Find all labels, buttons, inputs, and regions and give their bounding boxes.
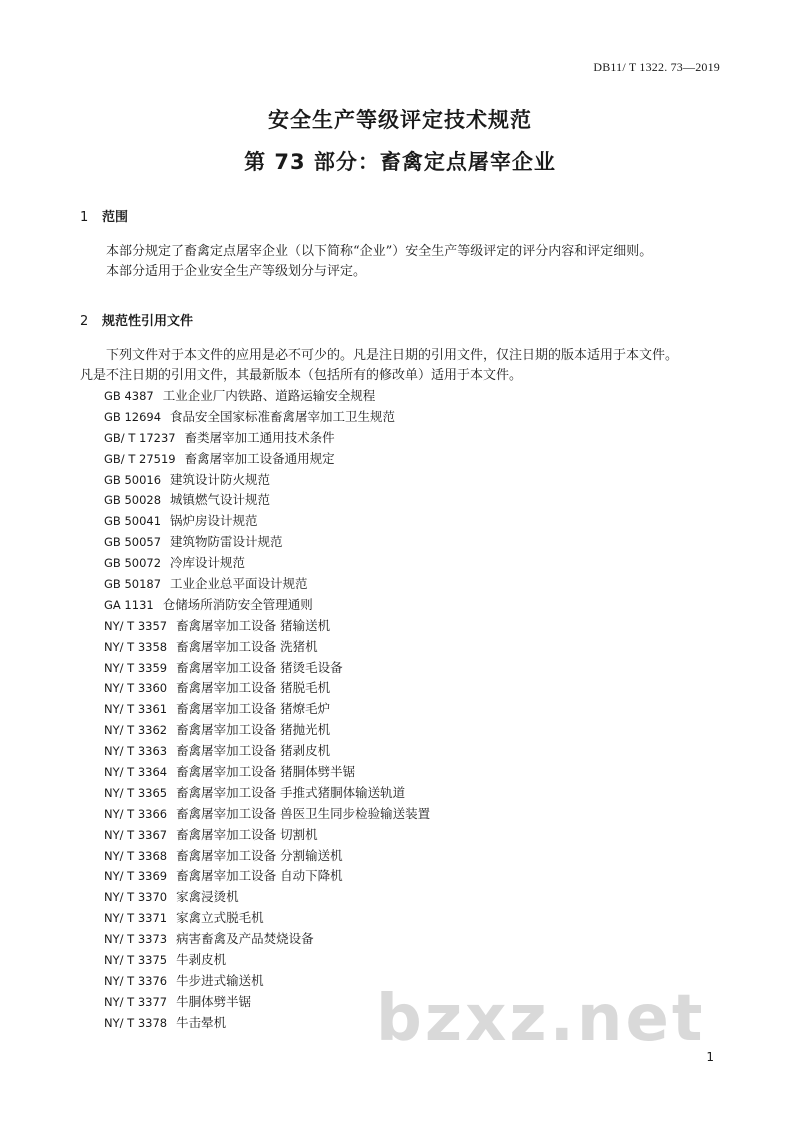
reference-code: NY/ T 3361 bbox=[104, 702, 168, 717]
reference-code: NY/ T 3370 bbox=[104, 890, 168, 905]
reference-title: 建筑设计防火规范 bbox=[170, 471, 271, 487]
reference-code: NY/ T 3359 bbox=[104, 660, 168, 675]
reference-title: 畜禽屠宰加工设备 自动下降机 bbox=[176, 868, 343, 884]
reference-code: NY/ T 3378 bbox=[104, 1015, 168, 1030]
reference-item bbox=[104, 386, 430, 407]
watermark: bzxz.net bbox=[376, 982, 706, 1056]
reference-item bbox=[104, 428, 430, 449]
reference-code: NY/ T 3371 bbox=[104, 911, 168, 926]
reference-item bbox=[104, 908, 430, 929]
reference-item bbox=[104, 532, 430, 553]
reference-code: GB 12694 bbox=[104, 409, 162, 424]
reference-title: 畜禽屠宰加工设备 洗猪机 bbox=[176, 638, 318, 654]
reference-item bbox=[104, 449, 430, 470]
reference-code: GB 50187 bbox=[104, 577, 162, 592]
reference-title: 畜禽屠宰加工设备 手推式猪胴体输送轨道 bbox=[176, 784, 406, 800]
reference-code: NY/ T 3369 bbox=[104, 869, 168, 884]
reference-title: 仓储场所消防安全管理通则 bbox=[162, 596, 313, 612]
reference-title: 冷库设计规范 bbox=[170, 555, 246, 571]
scope-paragraph-1: 本部分规定了畜禽定点屠宰企业（以下简称“企业”）安全生产等级评定的评分内容和评定细则。 bbox=[106, 244, 653, 259]
references-intro-line-1: 下列文件对于本文件的应用是必不可少的。凡是注日期的引用文件，仅注日期的版本适用于本文件。 bbox=[106, 348, 679, 363]
reference-code: NY/ T 3360 bbox=[104, 681, 168, 696]
reference-code: NY/ T 3377 bbox=[104, 994, 168, 1009]
section-2-heading bbox=[80, 310, 193, 329]
reference-item bbox=[104, 490, 430, 511]
reference-item bbox=[104, 720, 430, 741]
reference-code: NY/ T 3373 bbox=[104, 932, 168, 947]
reference-item bbox=[104, 762, 430, 783]
reference-code: NY/ T 3376 bbox=[104, 973, 168, 988]
reference-item bbox=[104, 804, 430, 825]
reference-item bbox=[104, 574, 430, 595]
reference-title: 畜禽屠宰加工设备通用规定 bbox=[184, 450, 335, 466]
reference-code: NY/ T 3363 bbox=[104, 744, 168, 759]
reference-code: GB/ T 17237 bbox=[104, 430, 176, 445]
reference-code: NY/ T 3368 bbox=[104, 848, 168, 863]
reference-item bbox=[104, 887, 430, 908]
reference-title: 畜禽屠宰加工设备 猪输送机 bbox=[176, 617, 331, 633]
reference-item bbox=[104, 678, 430, 699]
reference-code: GB/ T 27519 bbox=[104, 451, 176, 466]
reference-item bbox=[104, 866, 430, 887]
reference-code: GB 50028 bbox=[104, 493, 162, 508]
reference-list bbox=[104, 386, 430, 1034]
reference-item bbox=[104, 616, 430, 637]
reference-code: GA 1131 bbox=[104, 597, 154, 612]
reference-item bbox=[104, 950, 430, 971]
reference-title: 牛击晕机 bbox=[176, 1014, 227, 1030]
reference-code: NY/ T 3375 bbox=[104, 953, 168, 968]
reference-title: 畜禽屠宰加工设备 猪烫毛设备 bbox=[176, 659, 343, 675]
document-title: 安全生产等级评定技术规范 bbox=[268, 108, 532, 132]
reference-title: 畜禽屠宰加工设备 切割机 bbox=[176, 826, 318, 842]
document-part-title: 第 73 部分：畜禽定点屠宰企业 bbox=[244, 150, 556, 174]
section-2-intro bbox=[80, 346, 720, 386]
reference-code: GB 50041 bbox=[104, 514, 162, 529]
reference-title: 城镇燃气设计规范 bbox=[170, 492, 271, 508]
reference-item bbox=[104, 658, 430, 679]
section-1-number: 1 bbox=[80, 210, 89, 225]
reference-title: 病害畜禽及产品焚烧设备 bbox=[176, 931, 314, 947]
reference-item bbox=[104, 741, 430, 762]
reference-item bbox=[104, 553, 430, 574]
reference-code: NY/ T 3367 bbox=[104, 827, 168, 842]
reference-title: 家禽浸烫机 bbox=[176, 889, 239, 905]
reference-title: 畜禽屠宰加工设备 猪胴体劈半锯 bbox=[176, 764, 356, 780]
reference-code: NY/ T 3364 bbox=[104, 765, 168, 780]
reference-title: 建筑物防雷设计规范 bbox=[170, 534, 283, 550]
reference-item bbox=[104, 783, 430, 804]
reference-code: NY/ T 3366 bbox=[104, 806, 168, 821]
reference-code: NY/ T 3365 bbox=[104, 785, 168, 800]
reference-code: GB 50057 bbox=[104, 535, 162, 550]
reference-code: NY/ T 3357 bbox=[104, 618, 168, 633]
reference-title: 畜类屠宰加工通用技术条件 bbox=[184, 429, 335, 445]
section-1-heading bbox=[80, 206, 128, 225]
section-1-title: 范围 bbox=[102, 210, 129, 225]
reference-title: 锅炉房设计规范 bbox=[170, 513, 258, 529]
reference-title: 畜禽屠宰加工设备 兽医卫生同步检验输送装置 bbox=[176, 805, 431, 821]
reference-title: 畜禽屠宰加工设备 猪抛光机 bbox=[176, 722, 331, 738]
reference-title: 牛步进式输送机 bbox=[176, 972, 264, 988]
reference-item bbox=[104, 470, 430, 491]
section-2-number: 2 bbox=[80, 314, 89, 329]
scope-paragraph-2: 本部分适用于企业安全生产等级划分与评定。 bbox=[106, 264, 367, 279]
reference-code: GB 50016 bbox=[104, 472, 162, 487]
reference-code: NY/ T 3358 bbox=[104, 639, 168, 654]
reference-item bbox=[104, 929, 430, 950]
reference-item bbox=[104, 846, 430, 867]
reference-item bbox=[104, 637, 430, 658]
reference-item bbox=[104, 407, 430, 428]
reference-title: 牛剥皮机 bbox=[176, 952, 227, 968]
references-intro-line-2: 凡是不注日期的引用文件，其最新版本（包括所有的修改单）适用于本文件。 bbox=[80, 368, 523, 383]
reference-title: 食品安全国家标准畜禽屠宰加工卫生规范 bbox=[170, 408, 396, 424]
reference-title: 牛胴体劈半锯 bbox=[176, 993, 252, 1009]
reference-title: 畜禽屠宰加工设备 猪剥皮机 bbox=[176, 743, 331, 759]
reference-item bbox=[104, 511, 430, 532]
reference-code: NY/ T 3362 bbox=[104, 723, 168, 738]
reference-title: 畜禽屠宰加工设备 猪燎毛炉 bbox=[176, 701, 331, 717]
reference-title: 工业企业总平面设计规范 bbox=[170, 576, 308, 592]
section-1-body bbox=[80, 242, 720, 282]
reference-item bbox=[104, 699, 430, 720]
section-2-title: 规范性引用文件 bbox=[102, 314, 194, 329]
reference-title: 畜禽屠宰加工设备 分割输送机 bbox=[176, 847, 343, 863]
reference-title: 工业企业厂内铁路、道路运输安全规程 bbox=[162, 388, 376, 403]
reference-code: GB 50072 bbox=[104, 556, 162, 571]
reference-code: GB 4387 bbox=[104, 389, 154, 403]
page-number: 1 bbox=[706, 1050, 714, 1064]
standard-code: DB11/ T 1322. 73—2019 bbox=[593, 60, 720, 74]
reference-item bbox=[104, 595, 430, 616]
reference-item bbox=[104, 825, 430, 846]
reference-title: 家禽立式脱毛机 bbox=[176, 910, 264, 926]
reference-title: 畜禽屠宰加工设备 猪脱毛机 bbox=[176, 680, 331, 696]
